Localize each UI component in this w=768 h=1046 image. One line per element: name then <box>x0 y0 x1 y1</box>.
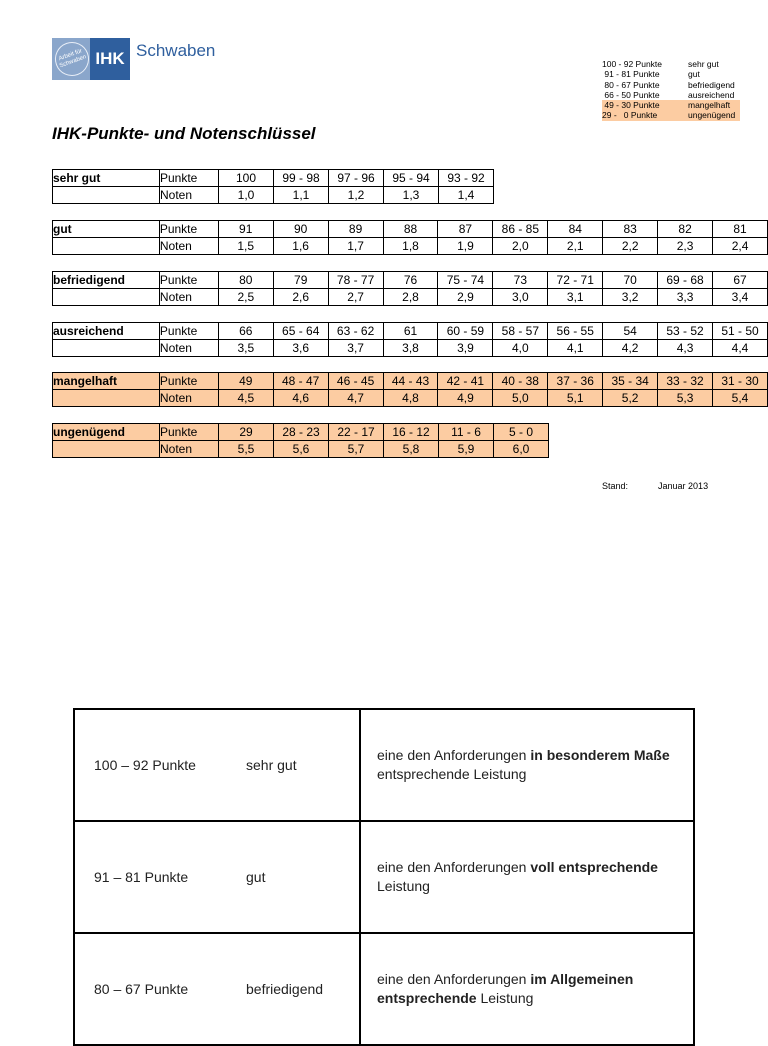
noten-row <box>53 441 549 458</box>
punkte-cell: 75 - 74 <box>438 272 493 289</box>
description-row <box>74 821 694 933</box>
grade-name: mangelhaft <box>53 373 160 390</box>
range-cell <box>74 933 360 1045</box>
punkte-cell: 80 <box>218 272 273 289</box>
range-cell <box>74 709 360 821</box>
punkte-cell: 61 <box>383 323 438 340</box>
range-points: 80 – 67 Punkte <box>94 981 189 997</box>
grade-name-empty <box>53 238 160 255</box>
legend-range: 66 - 50 Punkte <box>602 89 660 100</box>
legend-label: mangelhaft <box>688 100 731 111</box>
range-points: 91 – 81 Punkte <box>94 869 189 885</box>
description-text: eine den Anforderungen <box>377 747 531 763</box>
punkte-cell: 54 <box>603 323 658 340</box>
description-row <box>74 709 694 821</box>
noten-cell: 2,9 <box>438 289 493 306</box>
noten-cell: 3,2 <box>603 289 658 306</box>
noten-cell: 3,0 <box>493 289 548 306</box>
legend-range: 100 - 92 Punkte <box>602 59 663 69</box>
noten-cell: 4,9 <box>438 390 493 407</box>
punkte-cell: 53 - 52 <box>658 323 713 340</box>
description-text: eine den Anforderungen <box>377 971 531 987</box>
punkte-label: Punkte <box>159 272 218 289</box>
grade-table <box>52 372 768 407</box>
noten-cell: 1,4 <box>439 187 494 204</box>
noten-row <box>53 238 768 255</box>
ihk-logo <box>52 38 215 80</box>
punkte-row <box>53 373 768 390</box>
punkte-cell: 87 <box>438 221 493 238</box>
legend-label: gut <box>688 69 700 80</box>
noten-cell: 3,9 <box>438 340 493 357</box>
noten-label: Noten <box>159 340 218 357</box>
punkte-label: Punkte <box>160 424 219 441</box>
ihk-wordmark: IHK <box>90 38 130 80</box>
noten-cell: 4,6 <box>273 390 328 407</box>
punkte-label: Punkte <box>159 323 218 340</box>
punkte-cell: 69 - 68 <box>658 272 713 289</box>
range-grade: befriedigend <box>246 981 324 997</box>
punkte-cell: 31 - 30 <box>712 373 767 390</box>
description-text: Leistung <box>476 990 534 1006</box>
range-cell <box>74 821 360 933</box>
description-text: entsprechende Leistung <box>377 766 527 782</box>
noten-cell: 5,2 <box>603 390 658 407</box>
noten-cell: 6,0 <box>494 441 549 458</box>
noten-cell: 5,9 <box>439 441 494 458</box>
punkte-cell: 49 <box>218 373 273 390</box>
range-grade: sehr gut <box>246 757 297 773</box>
legend-row <box>602 59 740 69</box>
noten-cell: 3,8 <box>383 340 438 357</box>
punkte-cell: 72 - 71 <box>548 272 603 289</box>
noten-cell: 5,7 <box>329 441 384 458</box>
punkte-cell: 82 <box>658 221 713 238</box>
punkte-cell: 100 <box>219 170 274 187</box>
punkte-cell: 58 - 57 <box>493 323 548 340</box>
description-text: eine den Anforderungen <box>377 859 531 875</box>
punkte-cell: 90 <box>273 221 328 238</box>
grade-name-empty <box>53 441 160 458</box>
grade-table <box>52 271 768 306</box>
legend-row <box>602 80 740 90</box>
punkte-cell: 81 <box>713 221 768 238</box>
description-text: voll entsprechende <box>530 859 658 875</box>
noten-cell: 1,9 <box>438 238 493 255</box>
stand-date <box>602 481 708 491</box>
noten-cell: 2,7 <box>328 289 383 306</box>
punkte-cell: 29 <box>219 424 274 441</box>
punkte-cell: 76 <box>383 272 438 289</box>
noten-cell: 1,0 <box>219 187 274 204</box>
grade-name-empty <box>53 289 160 306</box>
punkte-cell: 33 - 32 <box>658 373 713 390</box>
punkte-cell: 88 <box>383 221 438 238</box>
noten-cell: 2,2 <box>603 238 658 255</box>
grade-description-table <box>73 708 695 1046</box>
noten-cell: 1,5 <box>218 238 273 255</box>
punkte-label: Punkte <box>160 170 219 187</box>
noten-cell: 4,1 <box>548 340 603 357</box>
seal-text: Arbeit für Schwaben <box>50 37 94 81</box>
noten-cell: 2,5 <box>218 289 273 306</box>
punkte-label: Punkte <box>159 373 218 390</box>
punkte-cell: 35 - 34 <box>603 373 658 390</box>
grade-table <box>52 169 494 204</box>
grade-name-empty <box>53 390 160 407</box>
punkte-cell: 66 <box>218 323 273 340</box>
noten-cell: 4,4 <box>713 340 768 357</box>
noten-cell: 5,0 <box>493 390 548 407</box>
noten-cell: 2,4 <box>713 238 768 255</box>
legend-range: 80 - 67 Punkte <box>602 79 660 90</box>
noten-cell: 3,1 <box>548 289 603 306</box>
punkte-cell: 99 - 98 <box>274 170 329 187</box>
range-points: 100 – 92 Punkte <box>94 757 196 773</box>
punkte-cell: 65 - 64 <box>273 323 328 340</box>
noten-cell: 5,8 <box>384 441 439 458</box>
grade-table <box>52 423 549 458</box>
noten-row <box>53 187 494 204</box>
punkte-cell: 93 - 92 <box>439 170 494 187</box>
punkte-row <box>53 170 494 187</box>
punkte-cell: 28 - 23 <box>274 424 329 441</box>
punkte-row <box>53 221 768 238</box>
punkte-cell: 63 - 62 <box>328 323 383 340</box>
punkte-cell: 48 - 47 <box>273 373 328 390</box>
grade-name: ausreichend <box>53 323 160 340</box>
noten-label: Noten <box>159 238 218 255</box>
noten-cell: 2,0 <box>493 238 548 255</box>
brand-name: Schwaben <box>136 40 216 60</box>
noten-label: Noten <box>160 441 219 458</box>
page-title: IHK-Punkte- und Notenschlüssel <box>52 124 316 143</box>
grade-name-empty <box>53 340 160 357</box>
punkte-cell: 78 - 77 <box>328 272 383 289</box>
grade-table <box>52 322 768 357</box>
punkte-row <box>53 323 768 340</box>
noten-cell: 2,1 <box>548 238 603 255</box>
grade-name: befriedigend <box>53 272 160 289</box>
noten-cell: 5,6 <box>274 441 329 458</box>
noten-cell: 5,4 <box>712 390 767 407</box>
stand-label: Stand: <box>602 481 629 491</box>
punkte-cell: 67 <box>713 272 768 289</box>
description-text: Leistung <box>377 878 430 894</box>
noten-cell: 3,5 <box>218 340 273 357</box>
punkte-label: Punkte <box>159 221 218 238</box>
punkte-cell: 97 - 96 <box>329 170 384 187</box>
punkte-cell: 46 - 45 <box>328 373 383 390</box>
punkte-cell: 89 <box>328 221 383 238</box>
grade-name: sehr gut <box>53 170 160 187</box>
noten-cell: 4,2 <box>603 340 658 357</box>
punkte-cell: 16 - 12 <box>384 424 439 441</box>
noten-cell: 2,8 <box>383 289 438 306</box>
noten-cell: 3,4 <box>713 289 768 306</box>
noten-cell: 1,2 <box>329 187 384 204</box>
punkte-cell: 42 - 41 <box>438 373 493 390</box>
punkte-cell: 44 - 43 <box>383 373 438 390</box>
noten-cell: 5,5 <box>219 441 274 458</box>
noten-cell: 5,1 <box>548 390 603 407</box>
noten-cell: 1,1 <box>274 187 329 204</box>
noten-cell: 3,6 <box>273 340 328 357</box>
punkte-cell: 86 - 85 <box>493 221 548 238</box>
noten-cell: 1,8 <box>383 238 438 255</box>
punkte-row <box>53 272 768 289</box>
noten-cell: 4,8 <box>383 390 438 407</box>
legend-label: befriedigend <box>688 79 735 90</box>
legend-row <box>602 69 740 79</box>
noten-cell: 1,3 <box>384 187 439 204</box>
description-cell <box>360 821 694 933</box>
noten-cell: 4,3 <box>658 340 713 357</box>
grade-name-empty <box>53 187 160 204</box>
noten-cell: 2,6 <box>273 289 328 306</box>
punkte-row <box>53 424 549 441</box>
legend-label: ungenügend <box>688 110 736 121</box>
noten-cell: 3,3 <box>658 289 713 306</box>
noten-cell: 2,3 <box>658 238 713 255</box>
grade-name: ungenügend <box>53 424 160 441</box>
noten-cell: 4,0 <box>493 340 548 357</box>
punkte-cell: 83 <box>603 221 658 238</box>
seal-logo <box>52 38 90 80</box>
legend-range: 91 - 81 Punkte <box>602 69 660 80</box>
punkte-cell: 73 <box>493 272 548 289</box>
punkte-cell: 51 - 50 <box>713 323 768 340</box>
description-cell <box>360 933 694 1045</box>
punkte-cell: 5 - 0 <box>494 424 549 441</box>
punkte-cell: 95 - 94 <box>384 170 439 187</box>
noten-cell: 3,7 <box>328 340 383 357</box>
noten-label: Noten <box>159 390 218 407</box>
description-cell <box>360 709 694 821</box>
punkte-cell: 37 - 36 <box>548 373 603 390</box>
noten-cell: 1,7 <box>328 238 383 255</box>
noten-row <box>53 289 768 306</box>
description-text: in besonderem Maße <box>530 747 670 763</box>
legend-label: ausreichend <box>688 89 735 100</box>
noten-row <box>53 390 768 407</box>
noten-row <box>53 340 768 357</box>
legend-label: sehr gut <box>688 59 719 69</box>
noten-cell: 1,6 <box>273 238 328 255</box>
stand-value: Januar 2013 <box>658 481 709 491</box>
punkte-cell: 91 <box>218 221 273 238</box>
punkte-cell: 60 - 59 <box>438 323 493 340</box>
noten-cell: 4,5 <box>218 390 273 407</box>
punkte-cell: 56 - 55 <box>548 323 603 340</box>
noten-label: Noten <box>160 187 219 204</box>
description-text: im Allgemeinen entsprechende <box>377 971 634 1006</box>
description-row <box>74 933 694 1045</box>
range-grade: gut <box>246 869 266 885</box>
punkte-cell: 11 - 6 <box>439 424 494 441</box>
legend-range: 29 - 0 Punkte <box>602 110 658 121</box>
punkte-cell: 79 <box>273 272 328 289</box>
noten-label: Noten <box>159 289 218 306</box>
grade-name: gut <box>53 221 160 238</box>
legend-row <box>602 110 740 120</box>
noten-cell: 4,7 <box>328 390 383 407</box>
grade-legend <box>602 59 740 121</box>
grade-table <box>52 220 768 255</box>
punkte-cell: 84 <box>548 221 603 238</box>
legend-range: 49 - 30 Punkte <box>602 100 660 111</box>
noten-cell: 5,3 <box>658 390 713 407</box>
legend-row <box>602 90 740 100</box>
punkte-cell: 40 - 38 <box>493 373 548 390</box>
legend-row <box>602 100 740 110</box>
punkte-cell: 22 - 17 <box>329 424 384 441</box>
punkte-cell: 70 <box>603 272 658 289</box>
